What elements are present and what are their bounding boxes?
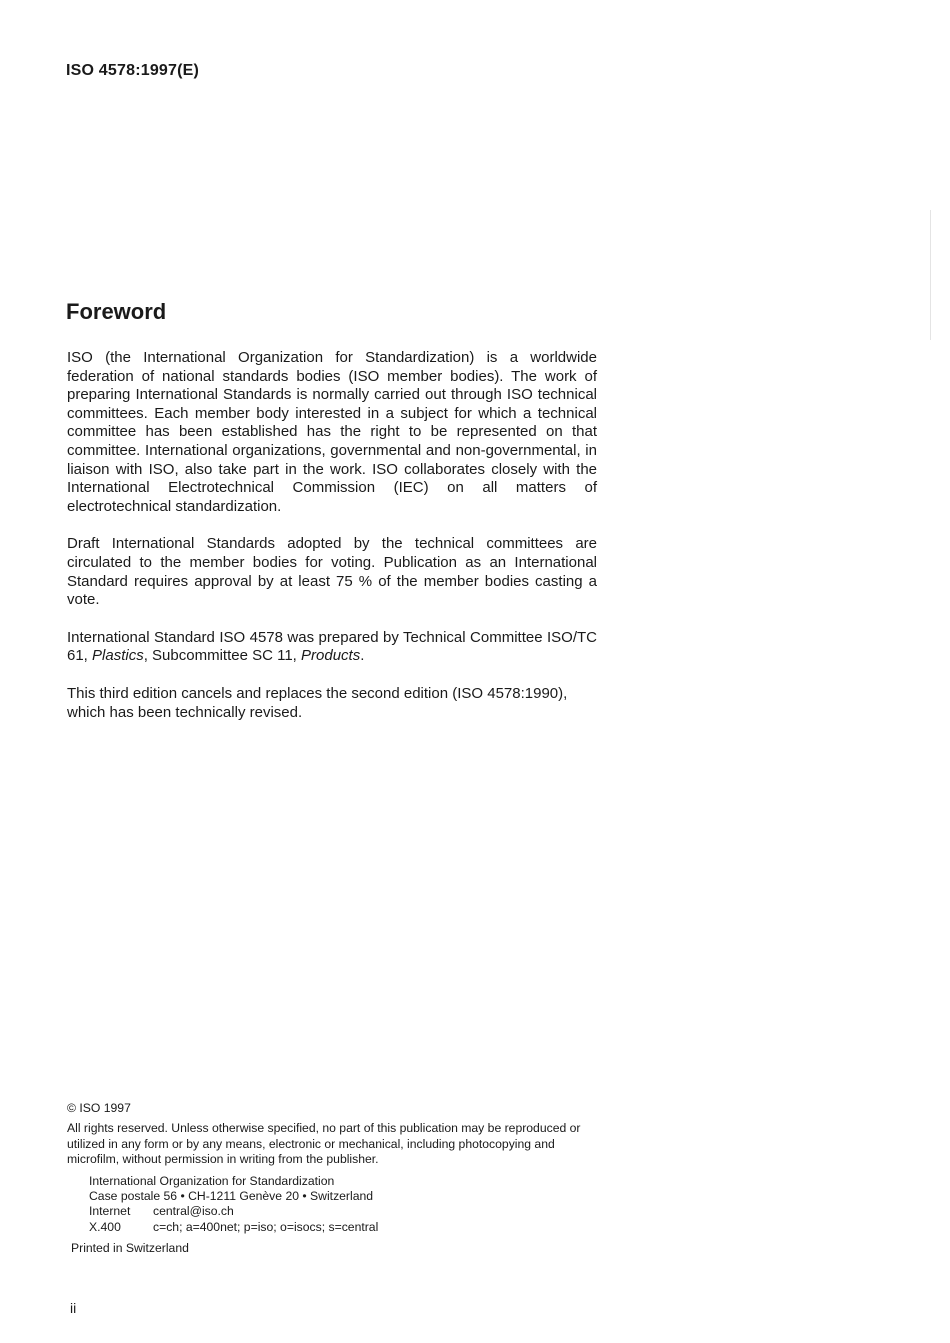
foreword-paragraph-2: Draft International Standards adopted by the technical committees are circulated to the member bodies for voting. Publication as an International Standard requires approval by at least 75 % of the member bodies casting a vote. [67,535,597,609]
internet-contact [89,1204,607,1219]
publisher-postal-address: Case postale 56 • CH-1211 Genève 20 • Switzerland [89,1189,374,1204]
foreword-paragraph-3 [67,629,597,666]
copyright-block [67,1101,607,1257]
internet-value: central@iso.ch [153,1204,234,1219]
foreword-paragraph-1: ISO (the International Organization for Standardization) is a worldwide federation of national standards bodies (ISO member bodies). The work of preparing International Standards is normally carried out through ISO technical committees. Each member body interested in a subject for which a technical committee has been established has the right to be represented on that committee. International organizations, governmental and non-governmental, in liaison with ISO, also take part in the work. ISO collaborates closely with the International Electrotechnical Commission (IEC) on all matters of electrotechnical standardization. [67,349,597,515]
p3-subcommittee-name: Products [301,647,361,665]
rights-notice: All rights reserved. Unless otherwise specified, no part of this publication may be reproduced or utilized in any form or by any means, electronic or mechanical, including photocopying and microfilm, without permission in writing from the publisher. [67,1121,581,1167]
foreword-paragraph-4: This third edition cancels and replaces the second edition (ISO 4578:1990), which has been technically revised. [67,684,568,721]
printed-location: Printed in Switzerland [71,1241,189,1256]
publisher-name: International Organization for Standardization [89,1173,335,1188]
p3-text-suffix: . [360,647,365,665]
document-identifier: ISO 4578:1997(E) [66,62,200,79]
x400-label: X.400 [89,1219,121,1234]
x400-contact [89,1220,607,1235]
p3-text-middle: , Subcommittee SC 11, [143,647,302,665]
internet-label: Internet [89,1204,131,1219]
scan-edge-mark [930,210,931,340]
p3-text-prefix: International Standard ISO 4578 was prepared by Technical Committee ISO/TC 61, [67,628,597,665]
foreword-heading: Foreword [66,299,167,324]
p3-committee-name: Plastics [92,647,144,665]
foreword-body [67,349,597,741]
x400-value: c=ch; a=400net; p=iso; o=isocs; s=central [153,1219,379,1234]
publisher-address [89,1174,607,1236]
copyright-line: © ISO 1997 [67,1101,131,1115]
page-number: ii [70,1300,77,1316]
